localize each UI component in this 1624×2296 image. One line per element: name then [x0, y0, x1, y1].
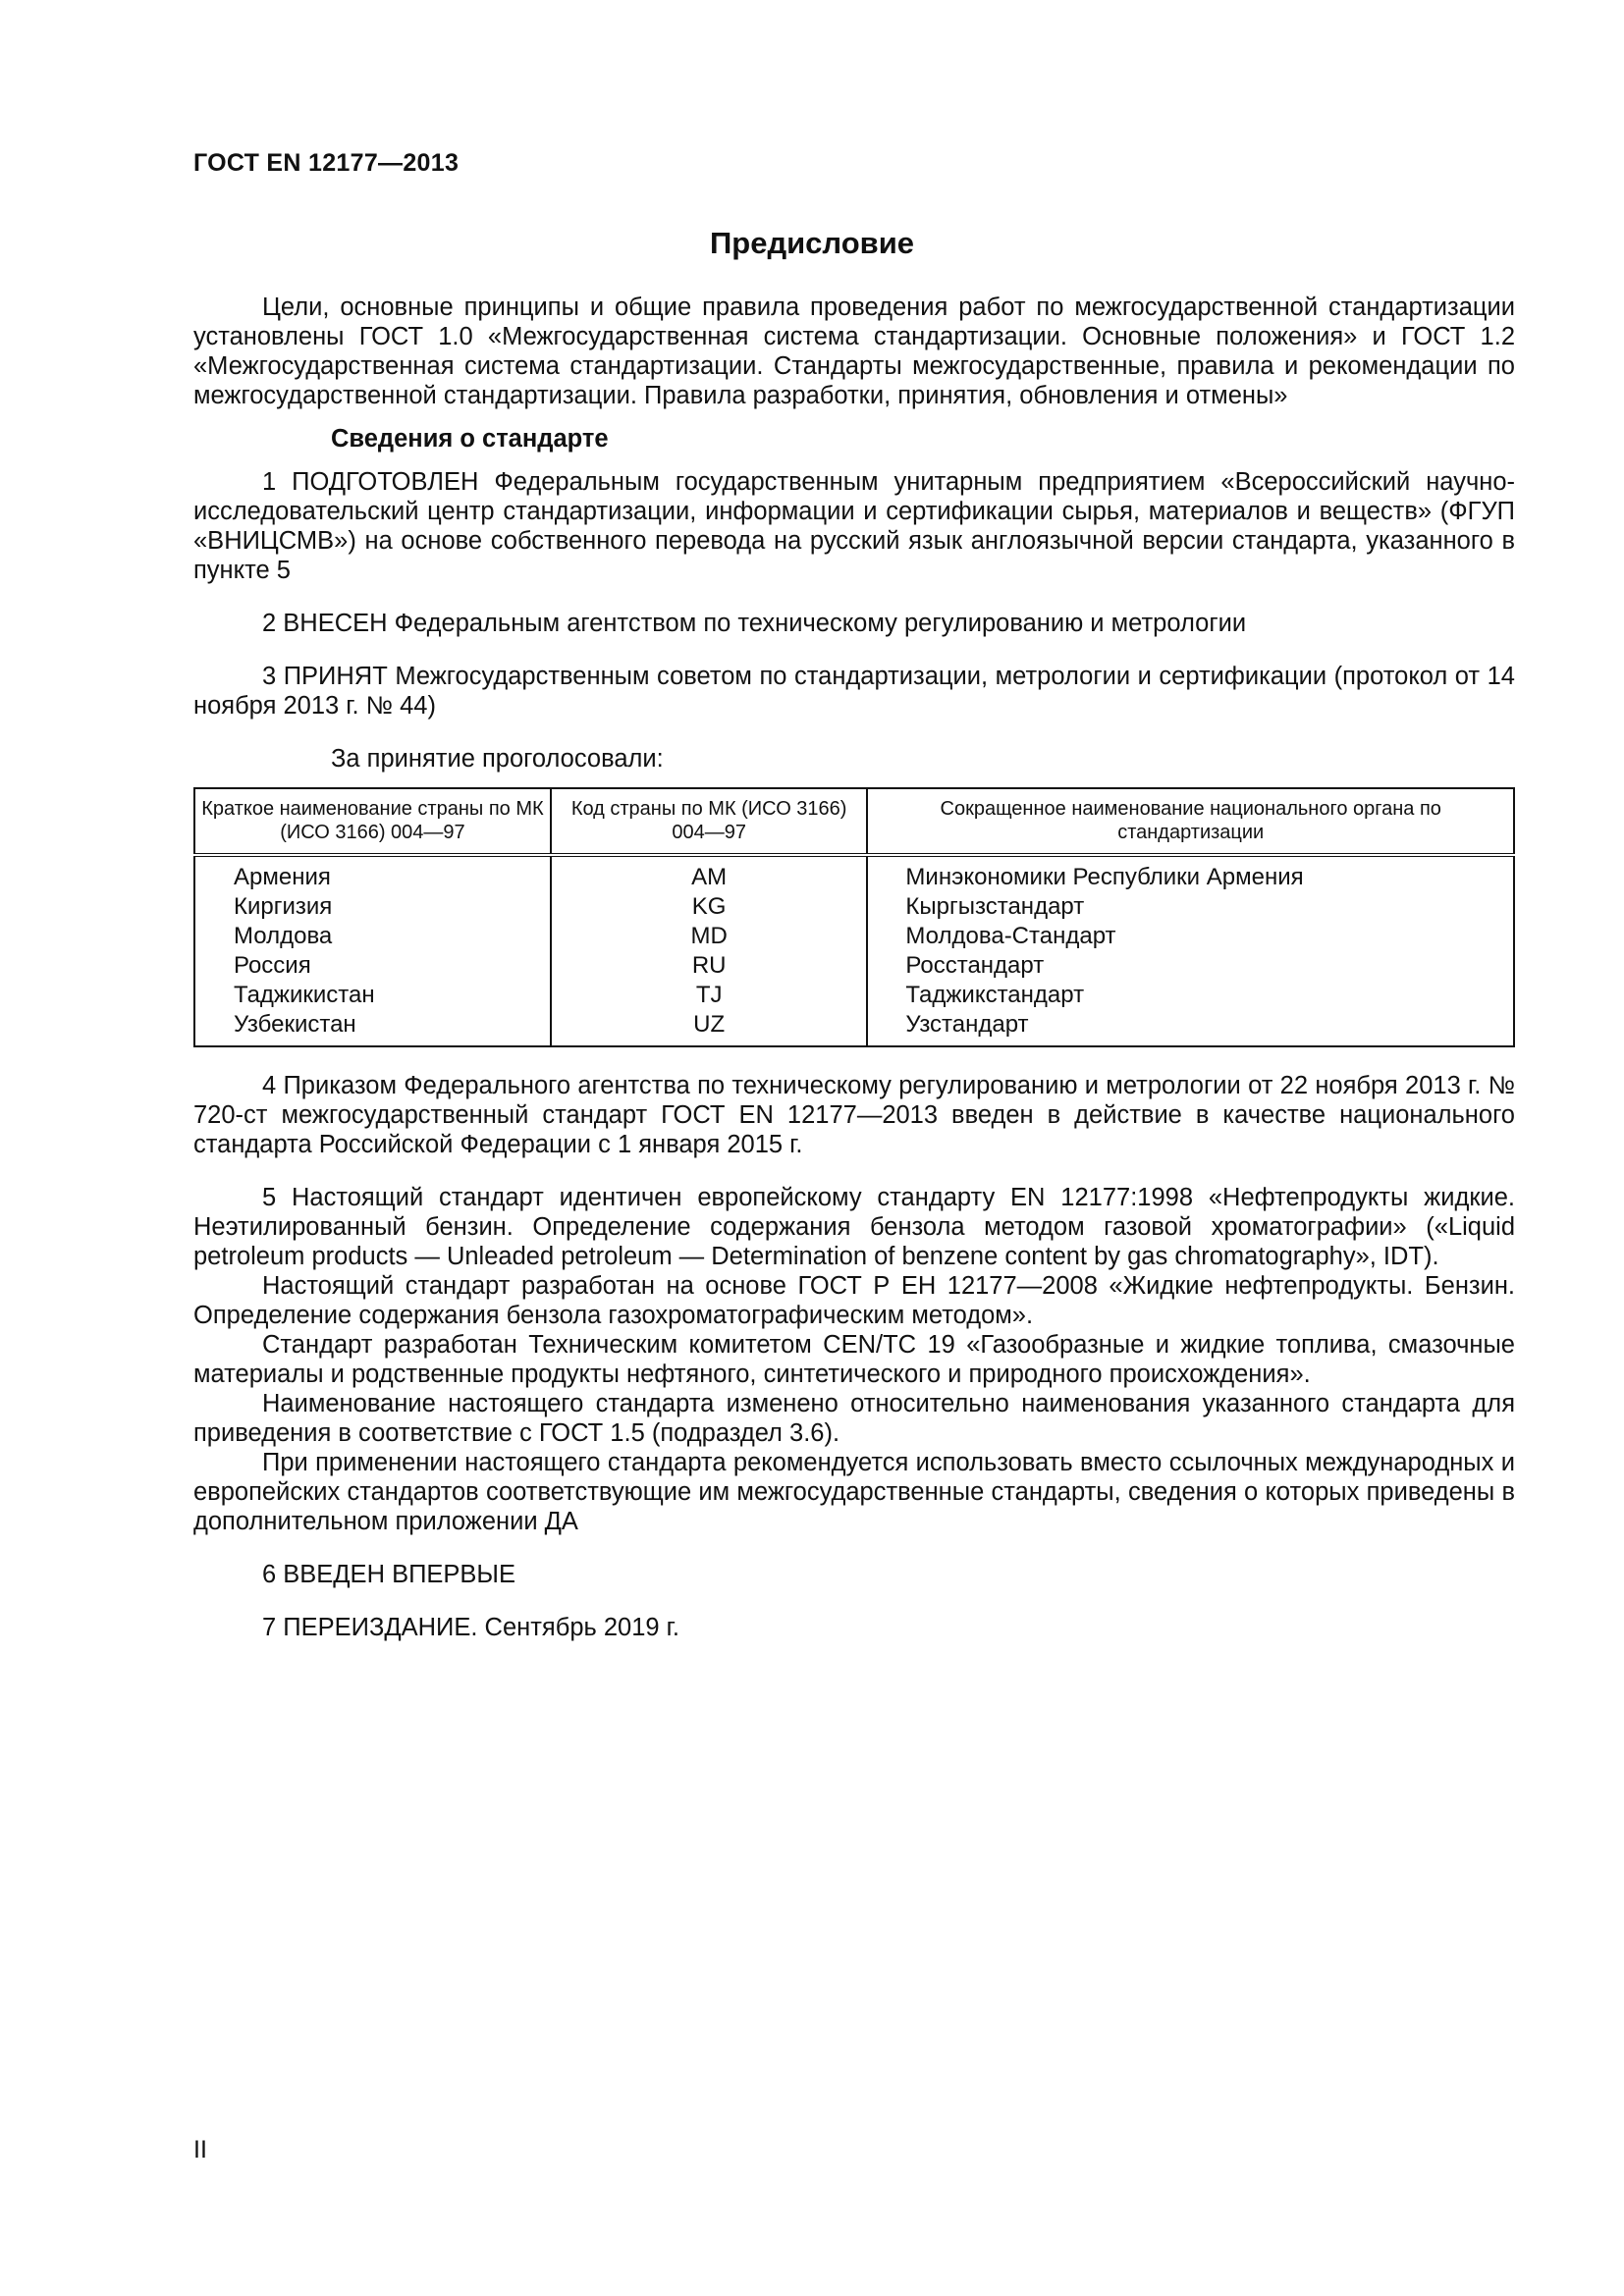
votes-table — [193, 787, 1515, 1047]
page-title: Предисловие — [709, 226, 914, 260]
cell-country: Узбекистан — [234, 1011, 356, 1038]
cell-code: MD — [551, 922, 868, 951]
section-heading: Сведения о стандарте — [331, 425, 609, 453]
cell-body: Кыргызстандарт — [867, 892, 1514, 922]
cell-code: UZ — [551, 1010, 868, 1046]
table-row — [194, 951, 1514, 981]
table-row — [194, 855, 1514, 892]
document-body — [193, 293, 1515, 1642]
cell-country: Таджикистан — [234, 982, 375, 1008]
header-body: Сокращенное наименование национального органа по стандартизации — [867, 788, 1514, 855]
cell-code: AM — [551, 855, 868, 892]
table-row — [194, 981, 1514, 1010]
item-7-paragraph: 7 ПЕРЕИЗДАНИЕ. Сентябрь 2019 г. — [262, 1614, 679, 1641]
item-5-name-change-paragraph: Наименование настоящего стандарта изменено относительно наименования указанного стандарта для приведения в соответствие с ГОСТ 1.5 (подраздел 3.6). — [193, 1390, 1515, 1447]
cell-code: RU — [551, 951, 868, 981]
cell-country: Молдова — [234, 923, 333, 949]
page-number: II — [193, 2136, 207, 2163]
cell-body: Росстандарт — [867, 951, 1514, 981]
cell-country: Киргизия — [234, 893, 333, 920]
table-row — [194, 892, 1514, 922]
item-5-basis-paragraph: Настоящий стандарт разработан на основе ГОСТ Р ЕН 12177—2008 «Жидкие нефтепродукты. Бензин. Определение содержания бензола газохроматографическим методом». — [193, 1272, 1515, 1329]
header-code: Код страны по МК (ИСО 3166) 004—97 — [551, 788, 868, 855]
cell-body: Минэкономики Республики Армения — [867, 855, 1514, 892]
item-2-paragraph: 2 ВНЕСЕН Федеральным агентством по техническому регулированию и метрологии — [262, 610, 1247, 637]
item-4-paragraph: 4 Приказом Федерального агентства по техническому регулированию и метрологии от 22 ноября 2013 г. № 720-ст межгосударственный стандарт ГОСТ EN 12177—2013 введен в действие в качестве национального стандарта Российской Федерации с 1 января 2015 г. — [193, 1072, 1515, 1158]
document-code: ГОСТ EN 12177—2013 — [193, 149, 460, 177]
cell-country: Армения — [234, 864, 331, 890]
item-3-paragraph: 3 ПРИНЯТ Межгосударственным советом по стандартизации, метрологии и сертификации (протокол от 14 ноября 2013 г. № 44) — [193, 663, 1515, 720]
header-country: Краткое наименование страны по МК (ИСО 3166) 004—97 — [201, 798, 544, 843]
cell-code: KG — [551, 892, 868, 922]
item-5-references-paragraph: При применении настоящего стандарта рекомендуется использовать вместо ссылочных международных и европейских стандартов соответствующие им межгосударственные стандарты, сведения о которых приведены в дополнительном приложении ДА — [193, 1449, 1515, 1535]
votes-intro: За принятие проголосовали: — [331, 745, 664, 773]
item-5-committee-paragraph: Стандарт разработан Техническим комитетом CEN/TC 19 «Газообразные и жидкие топлива, смазочные материалы и родственные продукты нефтяного, синтетического и природного происхождения». — [193, 1331, 1515, 1388]
cell-body: Таджикстандарт — [867, 981, 1514, 1010]
cell-body: Молдова-Стандарт — [867, 922, 1514, 951]
item-1-paragraph: 1 ПОДГОТОВЛЕН Федеральным государственным унитарным предприятием «Всероссийский научно-исследовательский центр стандартизации, информации и сертификации сырья, материалов и веществ» (ФГУП «ВНИЦСМВ») на основе собственного перевода на русский язык англоязычной версии стандарта, указанного в пункте 5 — [193, 468, 1515, 584]
cell-code: TJ — [551, 981, 868, 1010]
intro-paragraph: Цели, основные принципы и общие правила проведения работ по межгосударственной стандартизации установлены ГОСТ 1.0 «Межгосударственная система стандартизации. Основные положения» и ГОСТ 1.2 «Межгосударственная система стандартизации. Стандарты межгосударственные, правила и рекомендации по межгосударственной стандартизации. Правила разработки, принятия, обновления и отмены» — [193, 294, 1515, 409]
table-header-row — [194, 788, 1514, 855]
table-row — [194, 922, 1514, 951]
item-5-paragraph: 5 Настоящий стандарт идентичен европейскому стандарту EN 12177:1998 «Нефтепродукты жидкие. Неэтилированный бензин. Определение содержания бензола методом газовой хроматографии» («Liquid petroleum products — Unleaded petroleum — Determination of benzene content by gas chromatography», IDT). — [193, 1184, 1515, 1270]
cell-country: Россия — [234, 952, 311, 979]
cell-body: Узстандарт — [867, 1010, 1514, 1046]
item-6-paragraph: 6 ВВЕДЕН ВПЕРВЫЕ — [262, 1561, 516, 1588]
table-row — [194, 1010, 1514, 1046]
